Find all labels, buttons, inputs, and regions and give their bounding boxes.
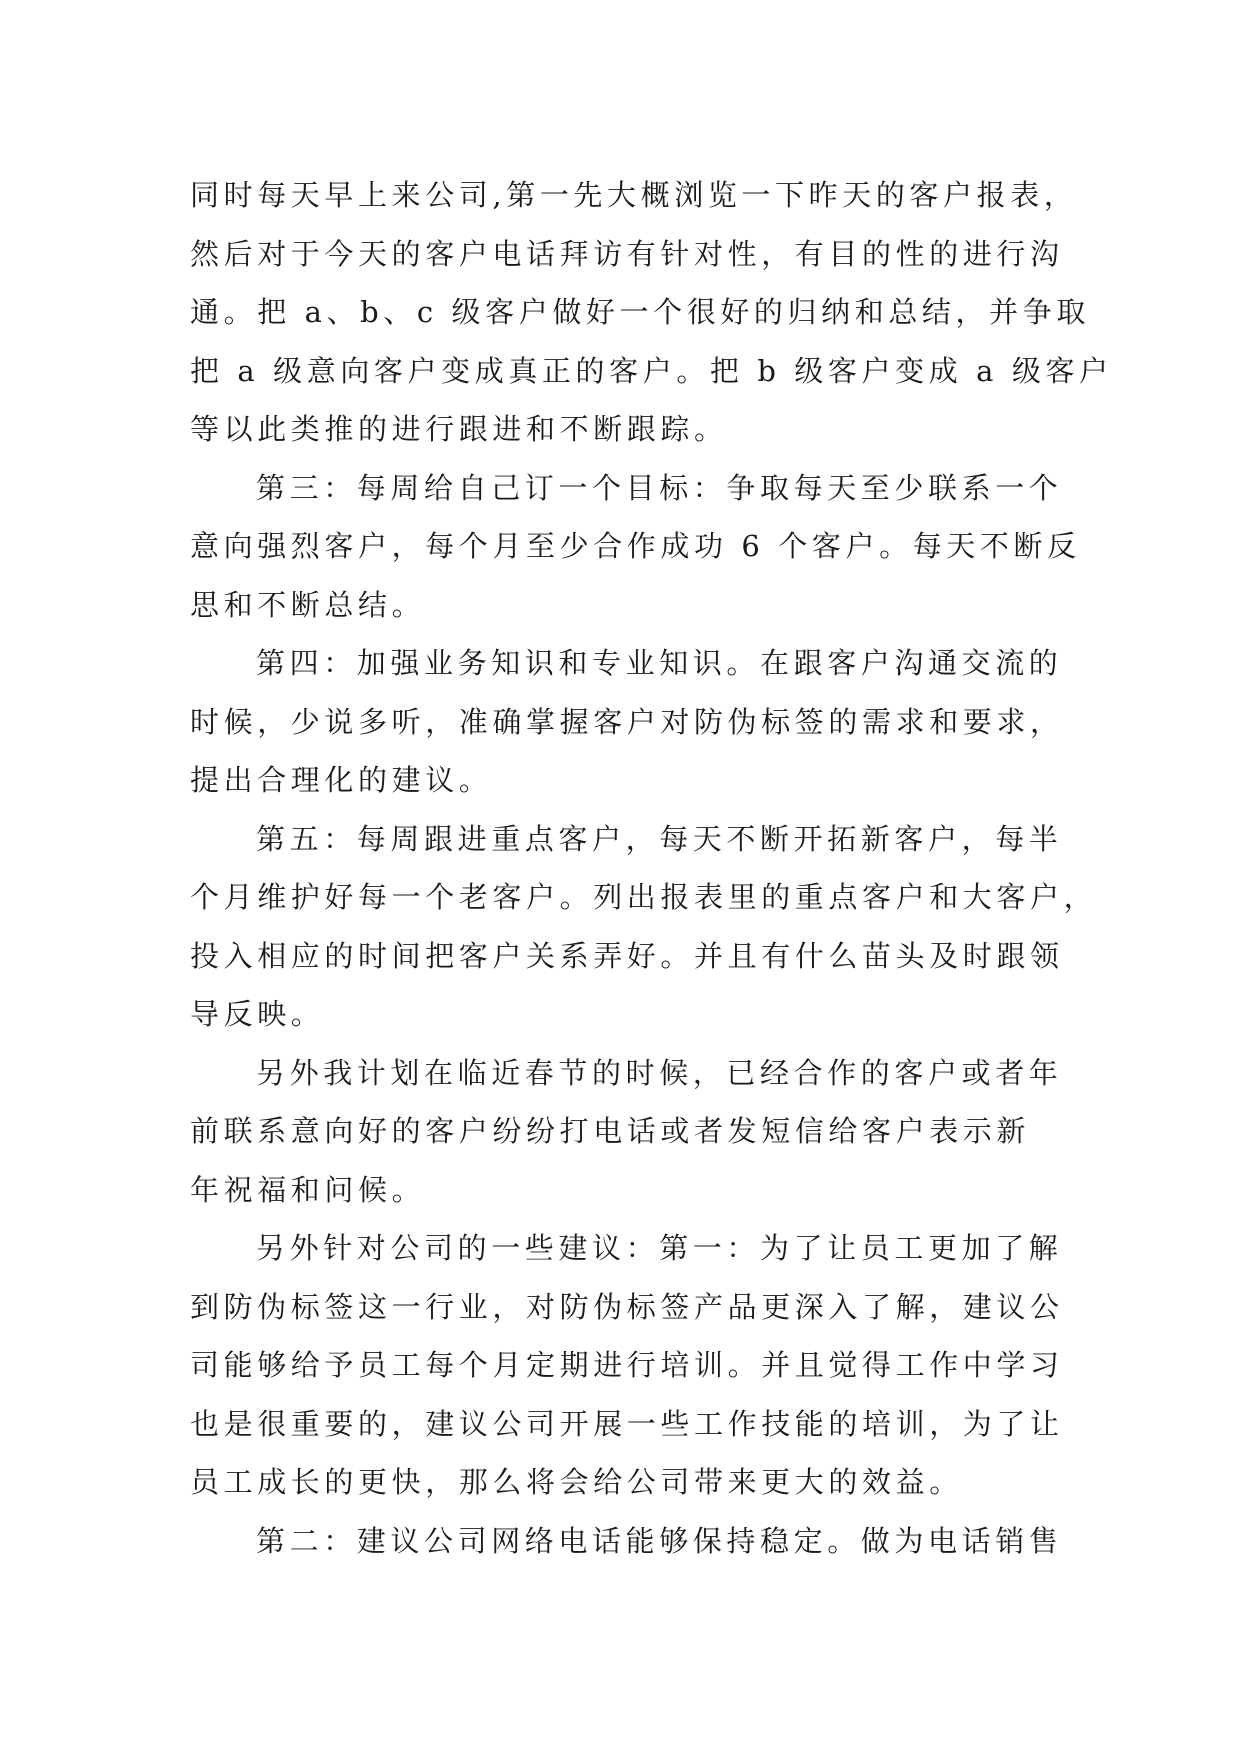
text-line: 司能够给予员工每个月定期进行培训。并且觉得工作中学习 [190,1348,1064,1382]
text-line: 思和不断总结。 [190,587,426,622]
paragraph-start-line: 第二：建议公司网络电话能够保持稳定。做为电话销售 [256,1523,1063,1558]
text-line: 也是很重要的，建议公司开展一些工作技能的培训，为了让 [190,1406,1064,1441]
paragraph-start-line: 第四：加强业务知识和专业知识。在跟客户沟通交流的 [256,646,1063,680]
text-line: 个月维护好每一个老客户。列出报表里的重点客户和大客户， [190,880,1098,914]
text-line: 年祝福和问候。 [190,1172,426,1207]
text-line: 通。把 a、b、c 级客户做好一个很好的归纳和总结，并争取 [190,295,1090,329]
text-line: 等以此类推的进行跟进和不断跟踪。 [190,412,728,446]
text-line: 然后对于今天的客户电话拜访有针对性，有目的性的进行沟 [190,236,1064,271]
text-line: 投入相应的时间把客户关系弄好。并且有什么苗头及时跟领 [190,938,1064,973]
document-body [190,166,1113,1570]
text-line: 提出合理化的建议。 [190,763,493,797]
paragraph-start-line: 第五：每周跟进重点客户，每天不断开拓新客户，每半 [256,821,1063,856]
text-line: 到防伪标签这一行业，对防伪标签产品更深入了解，建议公 [190,1289,1064,1324]
text-line: 前联系意向好的客户纷纷打电话或者发短信给客户表示新 [190,1114,1031,1148]
paragraph-start-line: 第三：每周给自己订一个目标：争取每天至少联系一个 [256,470,1063,505]
text-line: 时候，少说多听，准确掌握客户对防伪标签的需求和要求， [190,704,1064,739]
text-line: 导反映。 [190,997,325,1031]
text-line: 意向强烈客户，每个月至少合作成功 6 个客户。每天不断反 [190,529,1081,563]
paragraph-start-line: 另外我计划在临近春节的时候，已经合作的客户或者年 [256,1055,1063,1090]
text-line: 把 a 级意向客户变成真正的客户。把 b 级客户变成 a 级客户 [190,353,1113,388]
paragraph-start-line: 另外针对公司的一些建议：第一：为了让员工更加了解 [256,1231,1063,1265]
text-line: 员工成长的更快，那么将会给公司带来更大的效益。 [190,1465,963,1499]
text-line: 同时每天早上来公司,第一先大概浏览一下昨天的客户报表， [190,178,1078,212]
